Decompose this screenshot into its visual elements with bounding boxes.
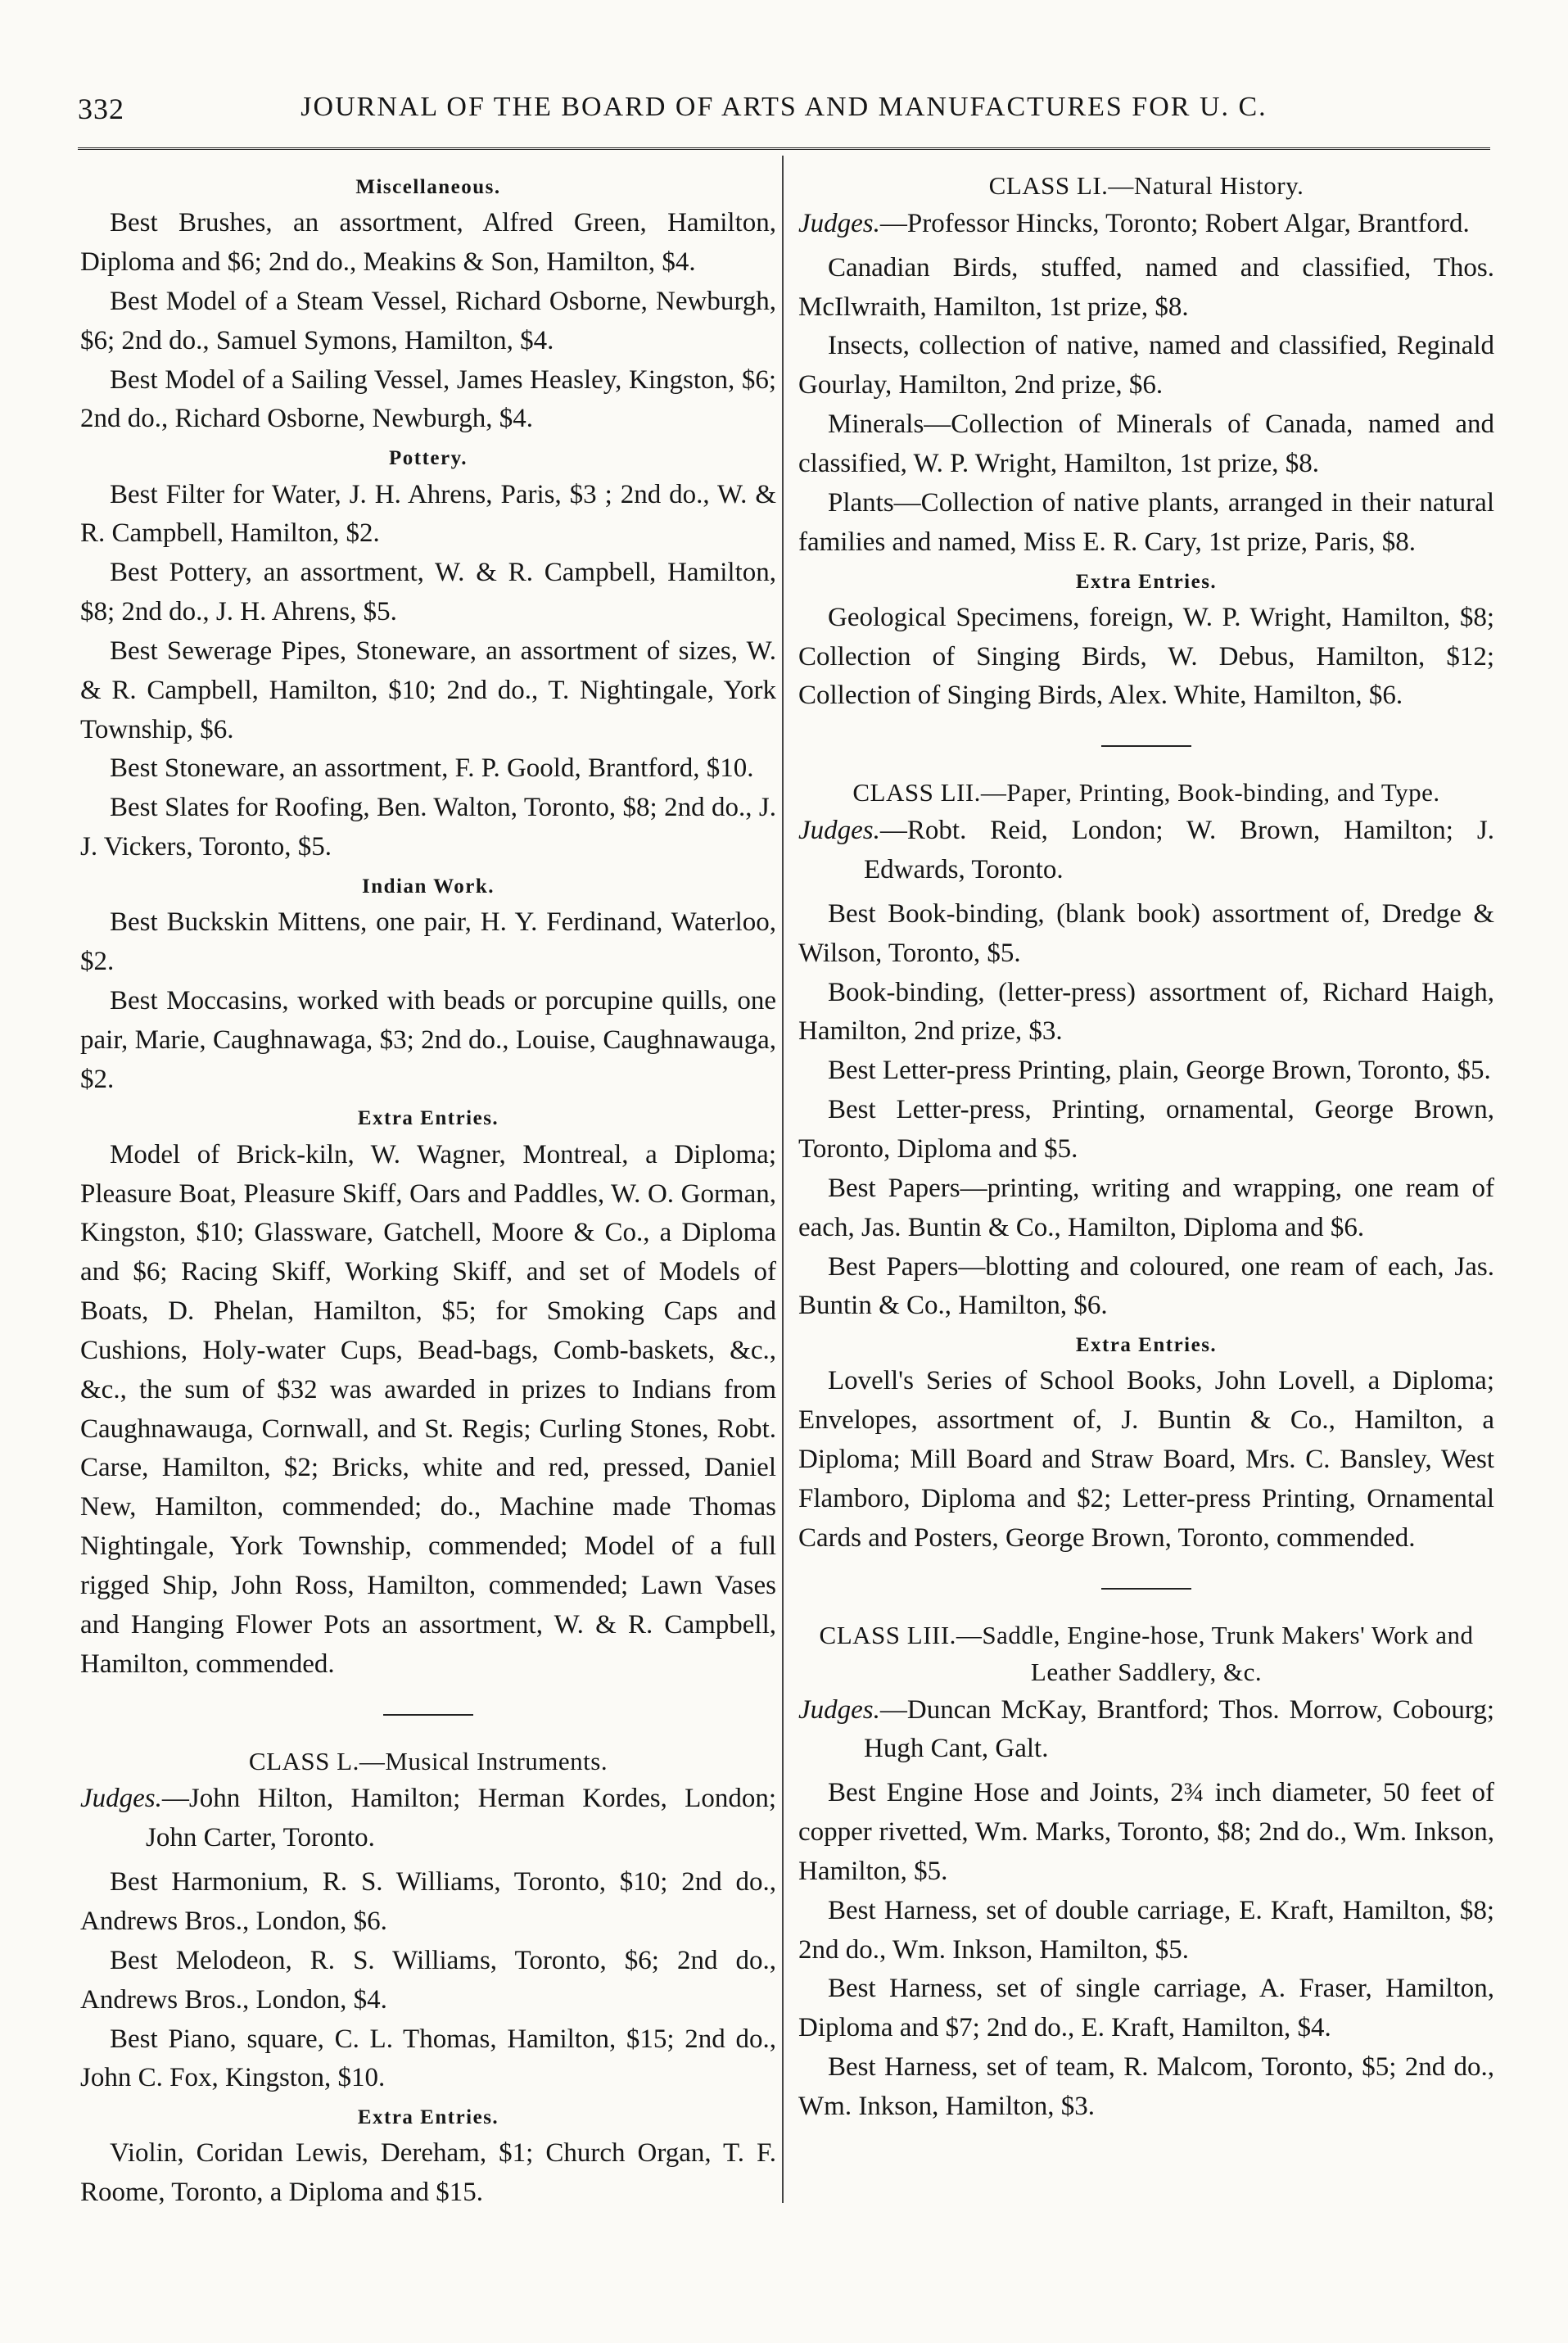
section-rule [383, 1714, 473, 1716]
section-heading-pottery: Pottery. [389, 447, 468, 470]
judges-label: Judges. [798, 816, 880, 846]
section-heading-extra-entries: Extra Entries. [1075, 1334, 1218, 1357]
entry: Model of Brick-kiln, W. Wagner, Montreal, a Diploma; Pleasure Boat, Pleasure Skiff, Oars and Paddles, W. O. Gorman, Kingston, $10; Glassware, Gatchell, Moore & Co., a Diploma and $6; Racing Skiff, Working Skiff, and set of Models of Boats, D. Phelan, Hamilton, $5; for Smoking Caps and Cushions, Holy-water Cups, Bead-bags, Comb-baskets, &c., &c., the sum of $32 was awarded in prizes to Indians from Caughnawauga, Cornwall, and St. Regis; Curling Stones, Robt. Carse, Hamilton, $2; Bricks, white and red, pressed, Daniel New, Hamilton, commended; do., Machine made Thomas Nightingale, York Township, commended; Model of a full rigged Ship, John Ross, Hamilton, commended; Lawn Vases and Hanging Flower Pots an assortment, W. & R. Campbell, Hamilton, commended. [80, 1139, 776, 1679]
entry: Best Slates for Roofing, Ben. Walton, Toronto, $8; 2nd do., J. J. Vickers, Toronto, $5. [80, 793, 776, 862]
entry: Best Model of a Sailing Vessel, James Heasley, Kingston, $6; 2nd do., Richard Osborne, Newburgh, $4. [80, 364, 776, 434]
header-rule [78, 147, 1490, 150]
entry: Best Moccasins, worked with beads or porcupine quills, one pair, Marie, Caughnawaga, $3; 2nd do., Louise, Caughnawauga, $2. [80, 985, 776, 1094]
section-heading-extra-entries: Extra Entries. [357, 1107, 499, 1130]
class-l-title: CLASS L.—Musical Instruments. [248, 1746, 608, 1775]
class-li-title: CLASS LI.—Natural History. [988, 171, 1304, 200]
entry: Best Piano, square, C. L. Thomas, Hamilton, $15; 2nd do., John C. Fox, Kingston, $10. [80, 2024, 776, 2093]
judges-label: Judges. [80, 1784, 162, 1814]
journal-title: JOURNAL OF THE BOARD OF ARTS AND MANUFACTURES FOR U. C. [300, 92, 1268, 122]
entry: Best Papers—blotting and coloured, one ream of each, Jas. Buntin & Co., Hamilton, $6. [798, 1251, 1494, 1321]
entry: Plants—Collection of native plants, arranged in their natural families and named, Miss E. R. Cary, 1st prize, Paris, $8. [798, 487, 1494, 557]
entry: Best Engine Hose and Joints, 2¾ inch diameter, 50 feet of copper rivetted, Wm. Marks, Toronto, $8; 2nd do., Wm. Inkson, Hamilton, $5. [798, 1778, 1494, 1886]
judges-label: Judges. [798, 1694, 880, 1725]
judges-label: Judges. [798, 208, 880, 238]
entry: Best Harness, set of team, R. Malcom, Toronto, $5; 2nd do., Wm. Inkson, Hamilton, $3. [798, 2052, 1494, 2121]
entry: Canadian Birds, stuffed, named and classified, Thos. McIlwraith, Hamilton, 1st prize, $8. [798, 252, 1494, 322]
section-heading-indian-work: Indian Work. [361, 875, 495, 898]
section-heading-extra-entries: Extra Entries. [1075, 570, 1218, 593]
judges-names: —John Hilton, Hamilton; Herman Kordes, London; John Carter, Toronto. [146, 1784, 776, 1853]
section-rule [1101, 745, 1191, 747]
judges-line [80, 1780, 776, 1858]
judges-line [798, 1691, 1494, 1770]
entry: Best Brushes, an assortment, Alfred Green, Hamilton, Diploma and $6; 2nd do., Meakins & Son, Hamilton, $4. [80, 208, 776, 278]
section-rule [1101, 1588, 1191, 1590]
entry: Insects, collection of native, named and classified, Reginald Gourlay, Hamilton, 2nd prize, $6. [798, 331, 1494, 400]
judges-names: —Duncan McKay, Brantford; Thos. Morrow, Cobourg; Hugh Cant, Galt. [864, 1694, 1494, 1764]
section-heading-miscellaneous: Miscellaneous. [355, 176, 501, 198]
entry: Best Pottery, an assortment, W. & R. Campbell, Hamilton, $8; 2nd do., J. H. Ahrens, $5. [80, 558, 776, 627]
entry: Best Book-binding, (blank book) assortment of, Dredge & Wilson, Toronto, $5. [798, 898, 1494, 968]
entry: Best Papers—printing, writing and wrapping, one ream of each, Jas. Buntin & Co., Hamilton, Diploma and $6. [798, 1173, 1494, 1242]
judges-line [798, 812, 1494, 890]
judges-names: —Robt. Reid, London; W. Brown, Hamilton; J. Edwards, Toronto. [864, 816, 1494, 885]
entry: Best Sewerage Pipes, Stoneware, an assortment of sizes, W. & R. Campbell, Hamilton, $10; 2nd do., T. Nightingale, York Township, $6. [80, 636, 776, 744]
entry: Best Letter-press Printing, plain, George Brown, Toronto, $5. [828, 1056, 1491, 1086]
entry: Best Harness, set of single carriage, A. Fraser, Hamilton, Diploma and $7; 2nd do., E. Kraft, Hamilton, $4. [798, 1974, 1494, 2043]
running-head [78, 92, 1490, 141]
entry: Best Harness, set of double carriage, E. Kraft, Hamilton, $8; 2nd do., Wm. Inkson, Hamilton, $5. [798, 1895, 1494, 1965]
entry: Best Letter-press, Printing, ornamental, George Brown, Toronto, Diploma and $5. [798, 1095, 1494, 1164]
entry: Geological Specimens, foreign, W. P. Wright, Hamilton, $8; Collection of Singing Birds, W. Debus, Hamilton, $12; Collection of Singing Birds, Alex. White, Hamilton, $6. [798, 602, 1494, 711]
judges-names: —Professor Hincks, Toronto; Robert Algar, Brantford. [879, 208, 1470, 238]
entry: Book-binding, (letter-press) assortment of, Richard Haigh, Hamilton, 2nd prize, $3. [798, 977, 1494, 1047]
entry: Lovell's Series of School Books, John Lovell, a Diploma; Envelopes, assortment of, J. Buntin & Co., Hamilton, a Diploma; Mill Board and Straw Board, Mrs. C. Bansley, West Flamboro, Diploma and $2; Letter-press Printing, Ornamental Cards and Posters, George Brown, Toronto, commended. [798, 1366, 1494, 1553]
section-heading-extra-entries: Extra Entries. [357, 2106, 499, 2129]
entry: Violin, Coridan Lewis, Dereham, $1; Church Organ, T. F. Roome, Toronto, a Diploma and $15. [80, 2138, 776, 2208]
left-column [80, 168, 776, 2213]
judges-line [798, 205, 1494, 244]
entry: Best Buckskin Mittens, one pair, H. Y. Ferdinand, Waterloo, $2. [80, 907, 776, 977]
entry: Best Model of a Steam Vessel, Richard Osborne, Newburgh, $6; 2nd do., Samuel Symons, Hamilton, $4. [80, 286, 776, 355]
entry: Best Melodeon, R. S. Williams, Toronto, $6; 2nd do., Andrews Bros., London, $4. [80, 1945, 776, 2015]
entry: Minerals—Collection of Minerals of Canada, named and classified, W. P. Wright, Hamilton, 1st prize, $8. [798, 409, 1494, 478]
class-liii-title: CLASS LIII.—Saddle, Engine-hose, Trunk Makers' Work and Leather Saddlery, &c. [819, 1620, 1474, 1686]
entry: Best Harmonium, R. S. Williams, Toronto, $10; 2nd do., Andrews Bros., London, $6. [80, 1867, 776, 1936]
entry: Best Stoneware, an assortment, F. P. Goold, Brantford, $10. [110, 753, 754, 784]
column-divider [782, 156, 784, 2203]
entry: Best Filter for Water, J. H. Ahrens, Paris, $3 ; 2nd do., W. & R. Campbell, Hamilton, $2. [80, 479, 776, 549]
right-column [798, 168, 1494, 2127]
page-number: 332 [78, 93, 124, 125]
class-lii-title: CLASS LII.—Paper, Printing, Book-binding, and Type. [852, 778, 1440, 807]
